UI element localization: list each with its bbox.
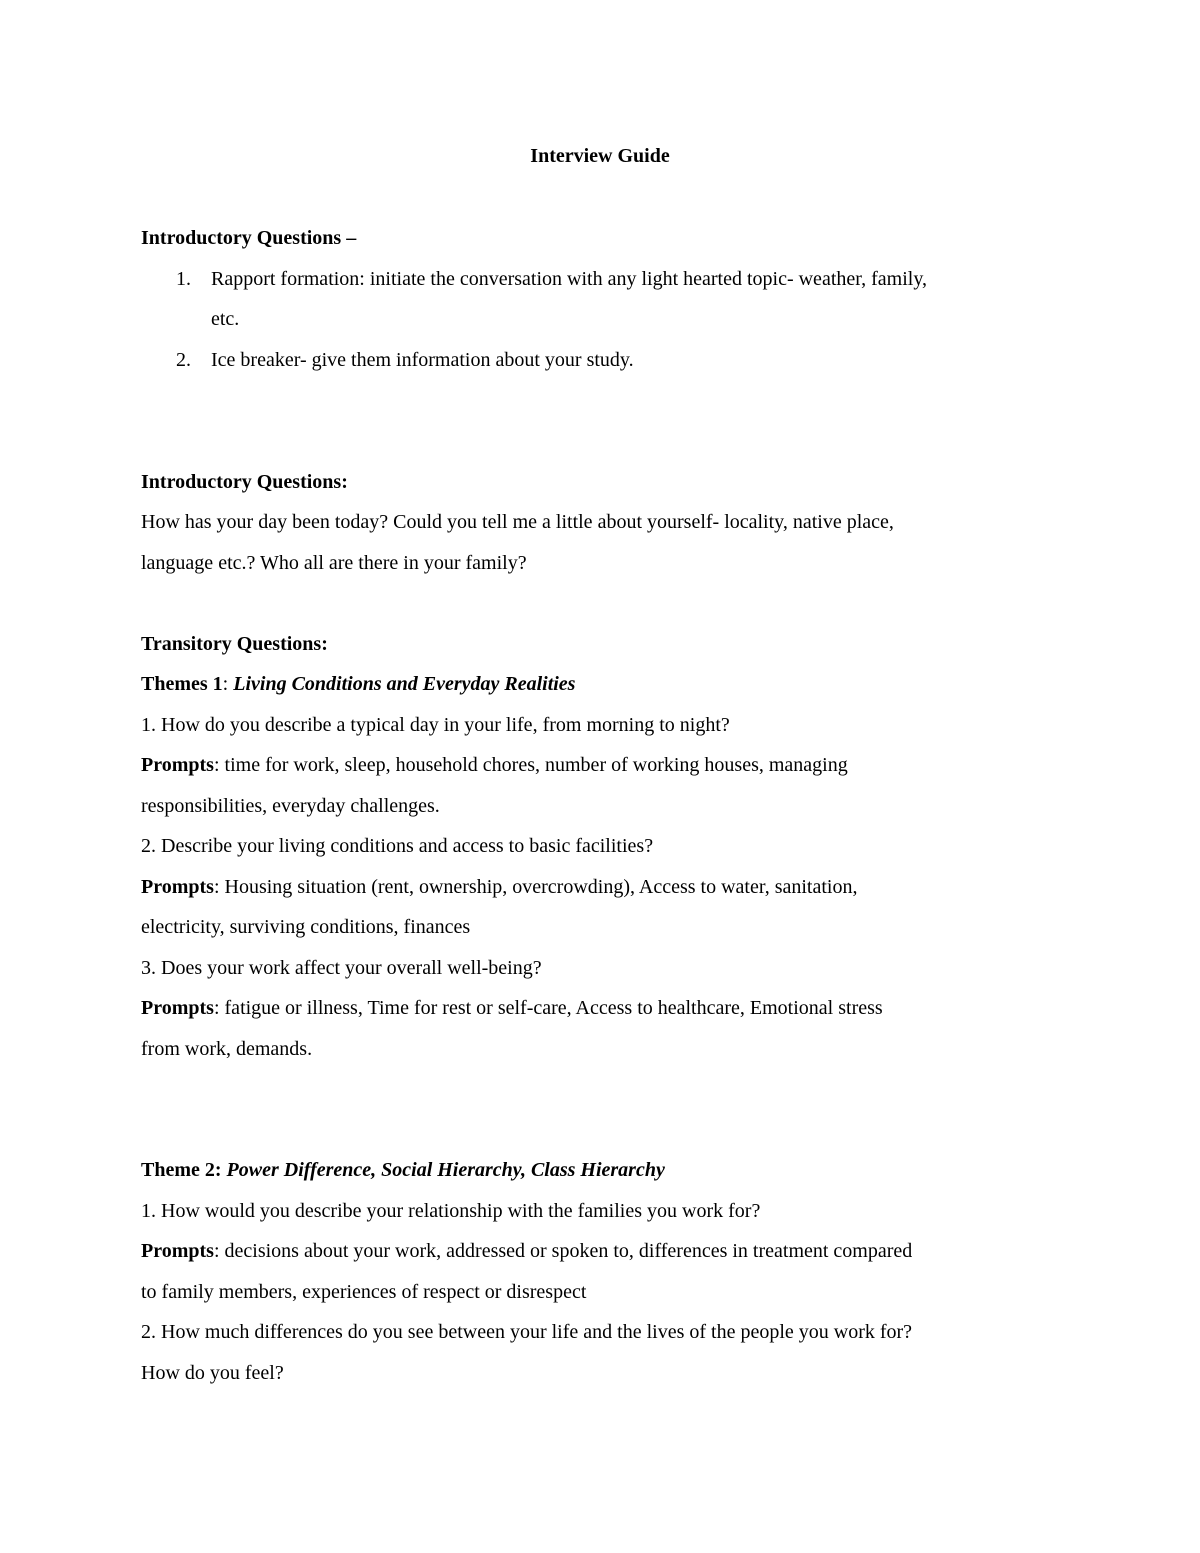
prompts-label: Prompts xyxy=(141,754,214,776)
paragraph-line: How has your day been today? Could you tell me a little about yourself- locality, native place, xyxy=(141,511,894,533)
question-line-continued: How do you feel? xyxy=(141,1362,284,1384)
list-item-number: 2. xyxy=(176,349,191,371)
prompts-text: : fatigue or illness, Time for rest or self-care, Access to healthcare, Emotional stress xyxy=(213,997,883,1019)
prompts-line xyxy=(141,755,848,775)
document-title: Interview Guide xyxy=(530,145,670,167)
prompts-text: : Housing situation (rent, ownership, overcrowding), Access to water, sanitation, xyxy=(213,876,858,898)
question-line: 3. Does your work affect your overall well-being? xyxy=(141,957,542,979)
prompts-line xyxy=(141,998,883,1018)
intro-list-heading: Introductory Questions – xyxy=(141,227,357,249)
prompts-line-continued: electricity, surviving conditions, finances xyxy=(141,916,471,938)
list-item-number: 1. xyxy=(176,268,191,290)
theme1-heading xyxy=(141,674,575,694)
prompts-label: Prompts xyxy=(141,1240,214,1262)
prompts-text: : time for work, sleep, household chores, number of working houses, managing xyxy=(213,754,848,776)
question-line: 1. How would you describe your relationship with the families you work for? xyxy=(141,1200,761,1222)
theme2-name: Power Difference, Social Hierarchy, Class Hierarchy xyxy=(226,1159,665,1181)
theme1-separator: : xyxy=(222,673,234,695)
intro-questions-heading: Introductory Questions: xyxy=(141,471,348,493)
prompts-line-continued: responsibilities, everyday challenges. xyxy=(141,795,440,817)
prompts-label: Prompts xyxy=(141,997,214,1019)
list-item-text-continued: etc. xyxy=(211,308,240,330)
prompts-line-continued: from work, demands. xyxy=(141,1038,313,1060)
prompts-line-continued: to family members, experiences of respect or disrespect xyxy=(141,1281,587,1303)
list-item-text: Ice breaker- give them information about your study. xyxy=(211,349,634,371)
theme1-name: Living Conditions and Everyday Realities xyxy=(233,673,576,695)
prompts-line xyxy=(141,877,857,897)
prompts-label: Prompts xyxy=(141,876,214,898)
prompts-text: : decisions about your work, addressed or spoken to, differences in treatment compared xyxy=(213,1240,913,1262)
paragraph-line: language etc.? Who all are there in your family? xyxy=(141,552,527,574)
transitory-heading: Transitory Questions: xyxy=(141,633,328,655)
list-item-text: Rapport formation: initiate the conversation with any light hearted topic- weather, family, xyxy=(211,268,928,290)
theme2-heading xyxy=(141,1160,665,1180)
question-line: 2. How much differences do you see between your life and the lives of the people you work for? xyxy=(141,1321,913,1343)
theme2-label: Theme 2: xyxy=(141,1159,222,1181)
theme1-label: Themes 1 xyxy=(141,673,223,695)
prompts-line xyxy=(141,1241,912,1261)
question-line: 2. Describe your living conditions and access to basic facilities? xyxy=(141,835,654,857)
question-line: 1. How do you describe a typical day in your life, from morning to night? xyxy=(141,714,730,736)
